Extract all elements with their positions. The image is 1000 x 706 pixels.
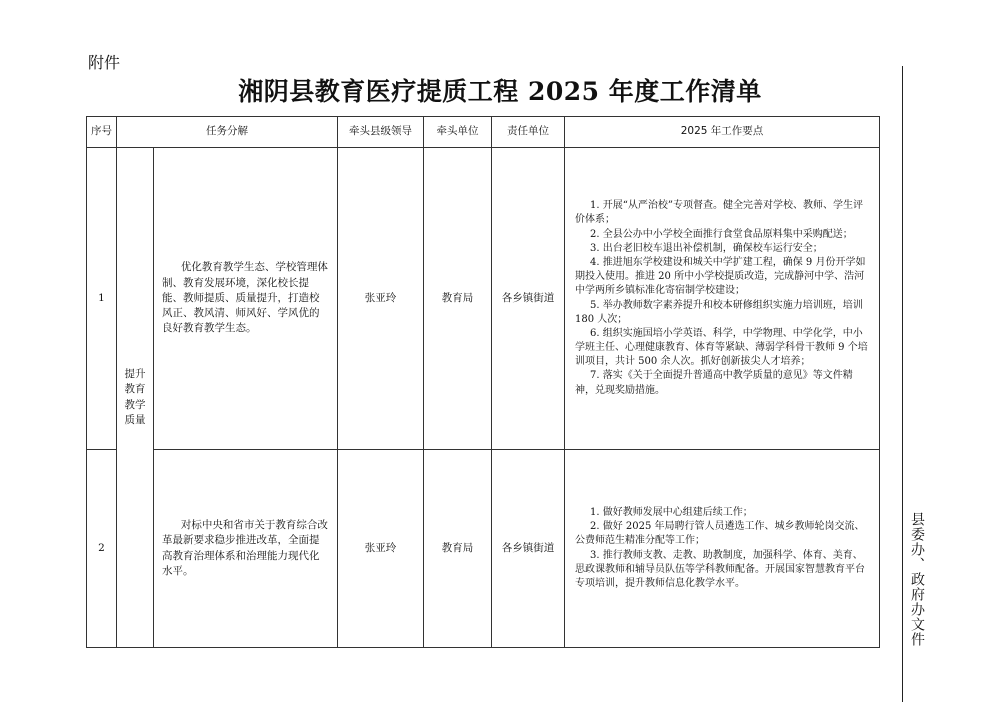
work-point: 1. 开展“从严治校”专项督查。健全完善对学校、教师、学生评价体系；	[575, 200, 863, 226]
work-point: 7. 落实《关于全面提升普通高中教学质量的意见》等文件精神，兑现奖励措施。	[575, 370, 853, 396]
row-goal: 优化教育教学生态、学校管理体制、教育发展环境，深化校长提能、教师提质、质量提升，打造校风正、教风清、师风好、学风优的良好教育教学生态。	[154, 148, 338, 450]
row-resp-unit: 各乡镇街道	[492, 450, 565, 648]
work-point: 5. 举办教师数字素养提升和校本研修组织实施力培训班，培训 180 人次；	[575, 299, 863, 325]
table-header-row	[87, 117, 880, 148]
row-resp-unit: 各乡镇街道	[492, 148, 565, 450]
table-row	[87, 148, 880, 450]
task-category	[117, 148, 154, 648]
header-seq: 序号	[87, 117, 117, 148]
row-leader: 张亚玲	[338, 450, 424, 648]
row-lead-unit: 教育局	[424, 148, 492, 450]
work-point: 2. 全县公办中小学校全面推行食堂食品原料集中采购配送；	[590, 228, 853, 240]
header-lead-unit: 牵头单位	[424, 117, 492, 148]
work-point: 6. 组织实施国培小学英语、科学，中学物理、中学化学，中小学班主任、心理健康教育、体育等紧缺、薄弱学科骨干教师 9 个培训项目，共计 500 余人次。抓好创新拔尖人才培养；	[575, 327, 868, 368]
attachment-label: 附件	[88, 53, 121, 72]
side-divider	[902, 66, 903, 702]
work-point: 3. 出台老旧校车退出补偿机制，确保校车运行安全；	[590, 242, 823, 254]
header-points: 2025 年工作要点	[565, 117, 880, 148]
row-points	[565, 148, 880, 450]
document-title: 湘阴县教育医疗提质工程 2025 年度工作清单	[238, 77, 762, 106]
header-task: 任务分解	[117, 117, 338, 148]
row-seq: 1	[87, 148, 117, 450]
row-goal: 对标中央和省市关于教育综合改革最新要求稳步推进改革，全面提高教育治理体系和治理能力现代化水平。	[154, 450, 338, 648]
work-point: 2. 做好 2025 年局聘行管人员遴选工作、城乡教师轮岗交流、公费师范生精准分配等工作；	[575, 521, 865, 547]
row-leader: 张亚玲	[338, 148, 424, 450]
row-seq: 2	[87, 450, 117, 648]
header-leader: 牵头县级领导	[338, 117, 424, 148]
row-points	[565, 450, 880, 648]
work-point: 3. 推行教师支教、走教、助教制度，加强科学、体育、美育、思政课教师和辅导员队伍等学科教师配备。开展国家智慧教育平台专项培训，提升教师信息化教学水平。	[575, 549, 865, 589]
work-point: 4. 推进旭东学校建设和城关中学扩建工程，确保 9 月份开学如期投入使用。推进 20 所中小学校提质改造，完成静河中学、浩河中学两所乡镇标准化寄宿制学校建设；	[575, 256, 866, 297]
work-list-table	[86, 116, 880, 648]
header-resp-unit: 责任单位	[492, 117, 565, 148]
row-lead-unit: 教育局	[424, 450, 492, 648]
work-point: 1. 做好教师发展中心组建后续工作；	[590, 506, 753, 518]
table-row	[87, 450, 880, 648]
task-category-text: 提升教育教学质量	[124, 368, 146, 426]
side-note: 县委办、政府办文件	[909, 512, 925, 647]
